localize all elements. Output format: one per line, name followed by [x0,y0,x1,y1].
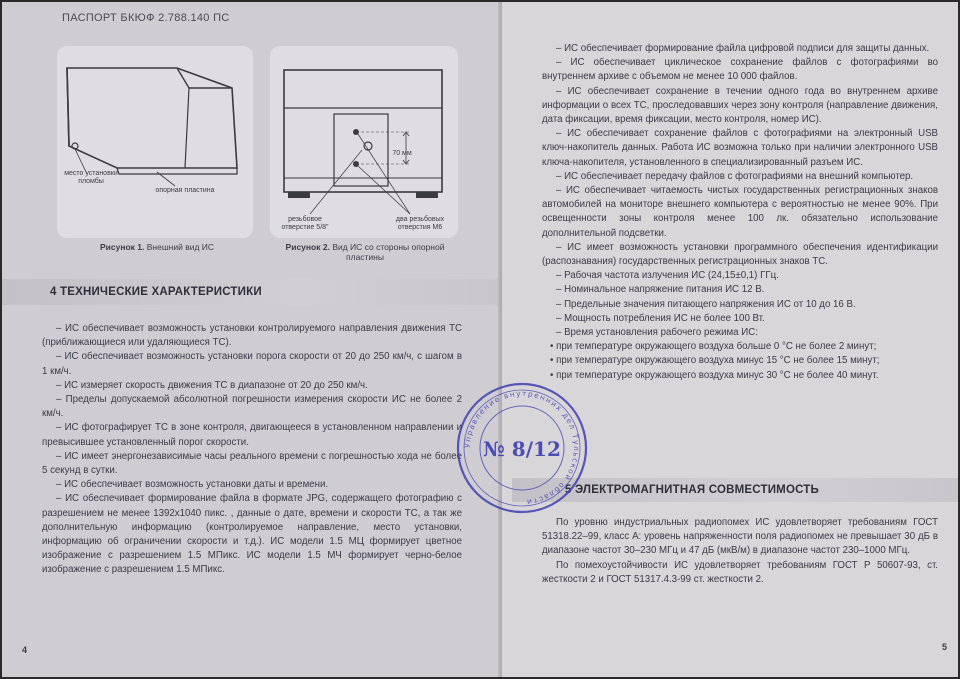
base-plate-label: опорная пластина [155,187,215,194]
spec-paragraph: – Предельные значения питающего напряжения ИС от 10 до 16 В. [556,298,856,310]
figure-2-caption-text: Вид ИС со стороны опорной пластины [332,242,445,262]
spec-paragraph: – ИС обеспечивает сохранение файлов с фотографиями на электронный USB ключ-накопитель данных. Работа ИС возможна только при наличии электронного USB ключа-накопителя, установленного в специализированный разъем ИС. [542,128,938,168]
stamp-seal-graphic [454,380,590,516]
spec-paragraph: – ИС обеспечивает передачу файлов с фотографиями на внешний компьютер. [556,170,914,182]
right-page-body [542,42,938,383]
document-header: ПАСПОРТ БКЮФ 2.788.140 ПС [62,12,230,24]
spec-paragraph: – ИС обеспечивает возможность установки контролируемого направления движения ТС (приближающиеся или удаляющиеся ТС). [42,323,462,349]
spec-paragraph: – ИС имеет энергонезависимые часы реального времени с погрешностью хода не более 5 секунд в сутки. [42,450,462,477]
spec-paragraph: – ИС обеспечивает формирование файла цифровой подписи для защиты данных. [556,43,930,54]
spec-paragraph: – Пределы допускаемой абсолютной погрешности измерения скорости ИС не более 2 км/ч. [42,394,462,420]
emc-paragraph: По помехоустойчивости ИС удовлетворяет требованиям ГОСТ Р 50607-93, ст. жесткости 2 и ГОСТ 51317.4.3-99 ст. жесткости 2. [542,559,938,585]
stamp-number: № 8/12 [483,437,561,461]
m6-holes-label: два резьбовых отверстия М6 [395,216,445,231]
figure-2-image [270,46,458,238]
spec-paragraph: – ИС измеряет скорость движения ТС в диапазоне от 20 до 250 км/ч. [56,379,368,391]
emc-paragraph: По уровню индустриальных радиопомех ИС удовлетворяет требованиям ГОСТ 51318.22–99, класс А: уровень напряженности поля радиопомех не превышает 30 дБ в диапазоне частот 30–230 МГц и 47 дБ (мкВ/м) в диапазоне частот 230–1000 МГц. [542,517,938,557]
spec-paragraph: – ИС фотографирует ТС в зоне контроля, двигающееся в установленном направлении и превысившее установленный порог скорости. [42,422,462,448]
spec-paragraph: – ИС обеспечивает читаемость чистых государственных регистрационных знаков автомобилей на мониторе внешнего компьютера с вероятностью не менее 90%. При освещенности зоны контроля менее 100 лк. обязательно использование дополнительной подсветки. [542,185,938,239]
warmup-bullet: • при температуре окружающего воздуха минус 15 °С не более 15 минут; [550,355,880,367]
warmup-bullet: • при температуре окружающего воздуха минус 30 °С не более 40 минут. [550,369,879,381]
section-5-body [542,516,938,587]
official-stamp [454,380,590,516]
spec-paragraph: – ИС обеспечивает возможность установки порога скорости от 20 до 250 км/ч, с шагом в 1 км/ч. [42,351,462,377]
spec-paragraph: – ИС обеспечивает сохранение в течении одного года во внутреннем архиве информации о всех ТС, проследовавших через зону контроля (направление движения, дата фиксации, время фиксации, место контроля, номер ИС). [542,85,938,126]
section-4-body [42,322,462,578]
figure-1-image [57,46,253,238]
booklet-spread [2,2,958,677]
dimension-label: 70 мм [392,150,412,157]
device-external-view-drawing [57,46,253,238]
device-plate-side-drawing [270,46,458,238]
figure-1-caption-number: Рисунок 1. [99,242,145,252]
section-4-title: 4 ТЕХНИЧЕСКИЕ ХАРАКТЕРИСТИКИ [50,286,262,298]
page-number-right: 5 [942,642,948,652]
spec-paragraph: – ИС имеет возможность установки программного обеспечения идентификации (распознавания) государственных регистрационных знаков ТС. [542,241,938,268]
page-number-left: 4 [22,645,28,655]
warmup-bullet: • при температуре окружающего воздуха больше 0 °С не более 2 минут; [550,341,877,353]
figure-2-caption [270,242,460,262]
figure-1-caption-text: Внешний вид ИС [146,242,215,252]
stamp-ring-text: Управление внутренних дел Тульской области [462,388,582,507]
left-page [2,2,502,677]
spec-paragraph: – ИС обеспечивает возможность установки даты и времени. [56,479,329,491]
seal-location-label: место установки пломбы [64,170,118,185]
spec-paragraph: – Рабочая частота излучения ИС (24,15±0,1) ГГц. [556,270,779,282]
spec-paragraph: – Мощность потребления ИС не более 100 Вт. [556,312,765,324]
figure-2-caption-number: Рисунок 2. [285,242,330,252]
section-5-title: 5 ЭЛЕКТРОМАГНИТНАЯ СОВМЕСТИМОСТЬ [565,484,819,496]
spec-paragraph: – ИС обеспечивает формирование файла в формате JPG, содержащего фотографию с разрешением не менее 1392х1040 пикс. , данные о дате, времени и скорости ТС, а так же дополнительную информацию (контролируемое направление, место установки, информацию об ограничении скорости и т.д.). ИС модели 1.5 МЦ формирует цветное изображение с разрешением 1.5 МПикс. ИС модели 1.5 МЧ формирует черно-белое изображение с разрешением 1.5 МПикс. [42,493,462,576]
spec-paragraph: – Время установления рабочего режима ИС: [556,327,758,339]
spec-paragraph: – Номинальное напряжение питания ИС 12 В. [556,284,765,296]
spec-paragraph: – ИС обеспечивает циклическое сохранение файлов с фотографиями во внутреннем архиве с объемом не менее 10 000 файлов. [542,57,938,83]
figure-1-caption [72,242,242,252]
thread-hole-label: резьбовое отверстие 5/8" [281,216,329,231]
